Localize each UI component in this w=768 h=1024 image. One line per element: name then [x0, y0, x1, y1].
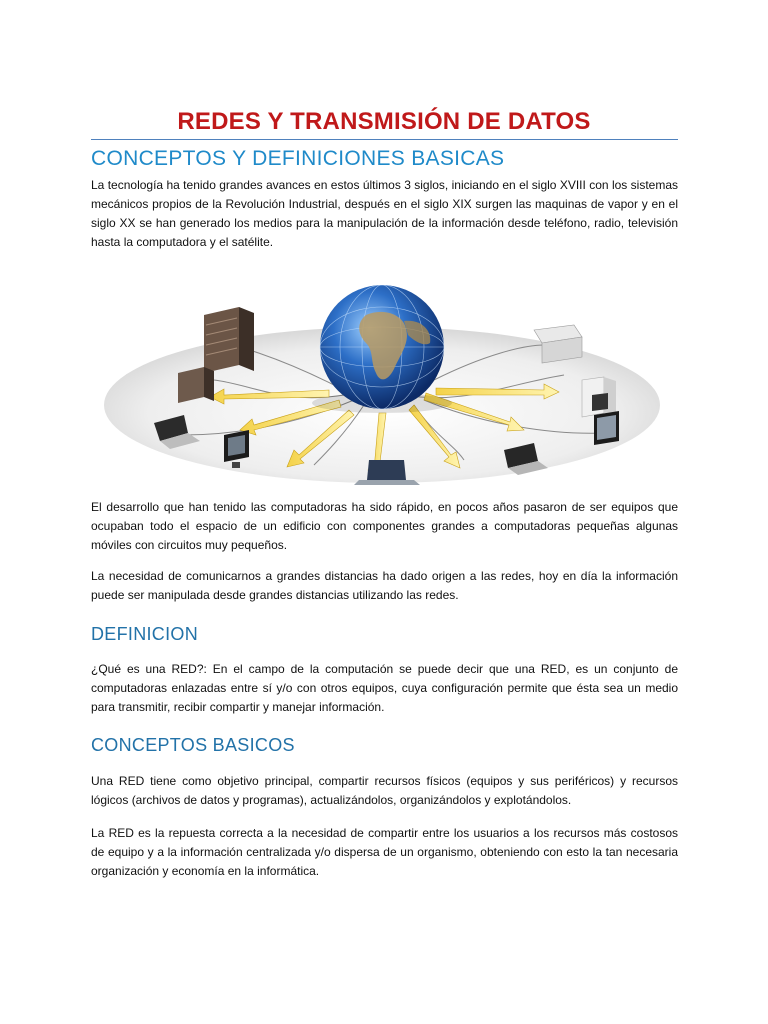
heading-definicion: DEFINICION [91, 624, 199, 644]
paragraph-necesidad: La necesidad de comunicarnos a grandes distancias ha dado origen a las redes, hoy en día la información puede ser manipulada desde grandes distancias utilizando las redes. [91, 569, 678, 602]
network-illustration [104, 285, 660, 485]
desktop-icon [582, 377, 616, 417]
document-title: REDES Y TRANSMISIÓN DE DATOS [177, 108, 591, 135]
paragraph-intro: La tecnología ha tenido grandes avances en estos últimos 3 siglos, iniciando en el siglo XVIII con los sistemas mecánicos propios de la Revolución Industrial, después en el siglo XIX surgen las maquinas de vapor y en el siglo XX se han generado los medios para la manipulación de la información desde teléfono, radio, televisión hasta la computadora y el satélite. [91, 178, 678, 249]
monitor-icon-right [594, 411, 619, 445]
heading-conceptos-definiciones: CONCEPTOS Y DEFINICIONES BASICAS [91, 147, 505, 170]
paragraph-objetivo: Una RED tiene como objetivo principal, compartir recursos físicos (equipos y sus periféricos) y recursos lógicos (archivos de datos y programas), actualizándolos, organizándolos y explotándolos. [91, 774, 678, 807]
heading-conceptos-basicos: CONCEPTOS BASICOS [91, 735, 295, 755]
title-divider [91, 139, 678, 140]
paragraph-desarrollo: El desarrollo que han tenido las computadoras ha sido rápido, en pocos años pasaron de ser equipos que ocupaban todo el espacio de un edificio con componentes grandes a computadoras pequeñas algunas móviles con circuitos muy pequeños. [91, 500, 678, 552]
paragraph-definicion: ¿Qué es una RED?: En el campo de la computación se puede decir que una RED, es un conjunto de computadoras enlazadas entre sí y/o con otros equipos, cuya configuración permite que ésta sea un medio para transmitir, recibir compartir y manejar información. [91, 662, 678, 714]
paragraph-repuesta: La RED es la repuesta correcta a la necesidad de compartir entre los usuarios a los recursos más costosos de equipo y a la información centralizada y/o dispersa de un organismo, obteniendo con esto la tan necesaria organización y economía en la informática. [91, 826, 678, 878]
